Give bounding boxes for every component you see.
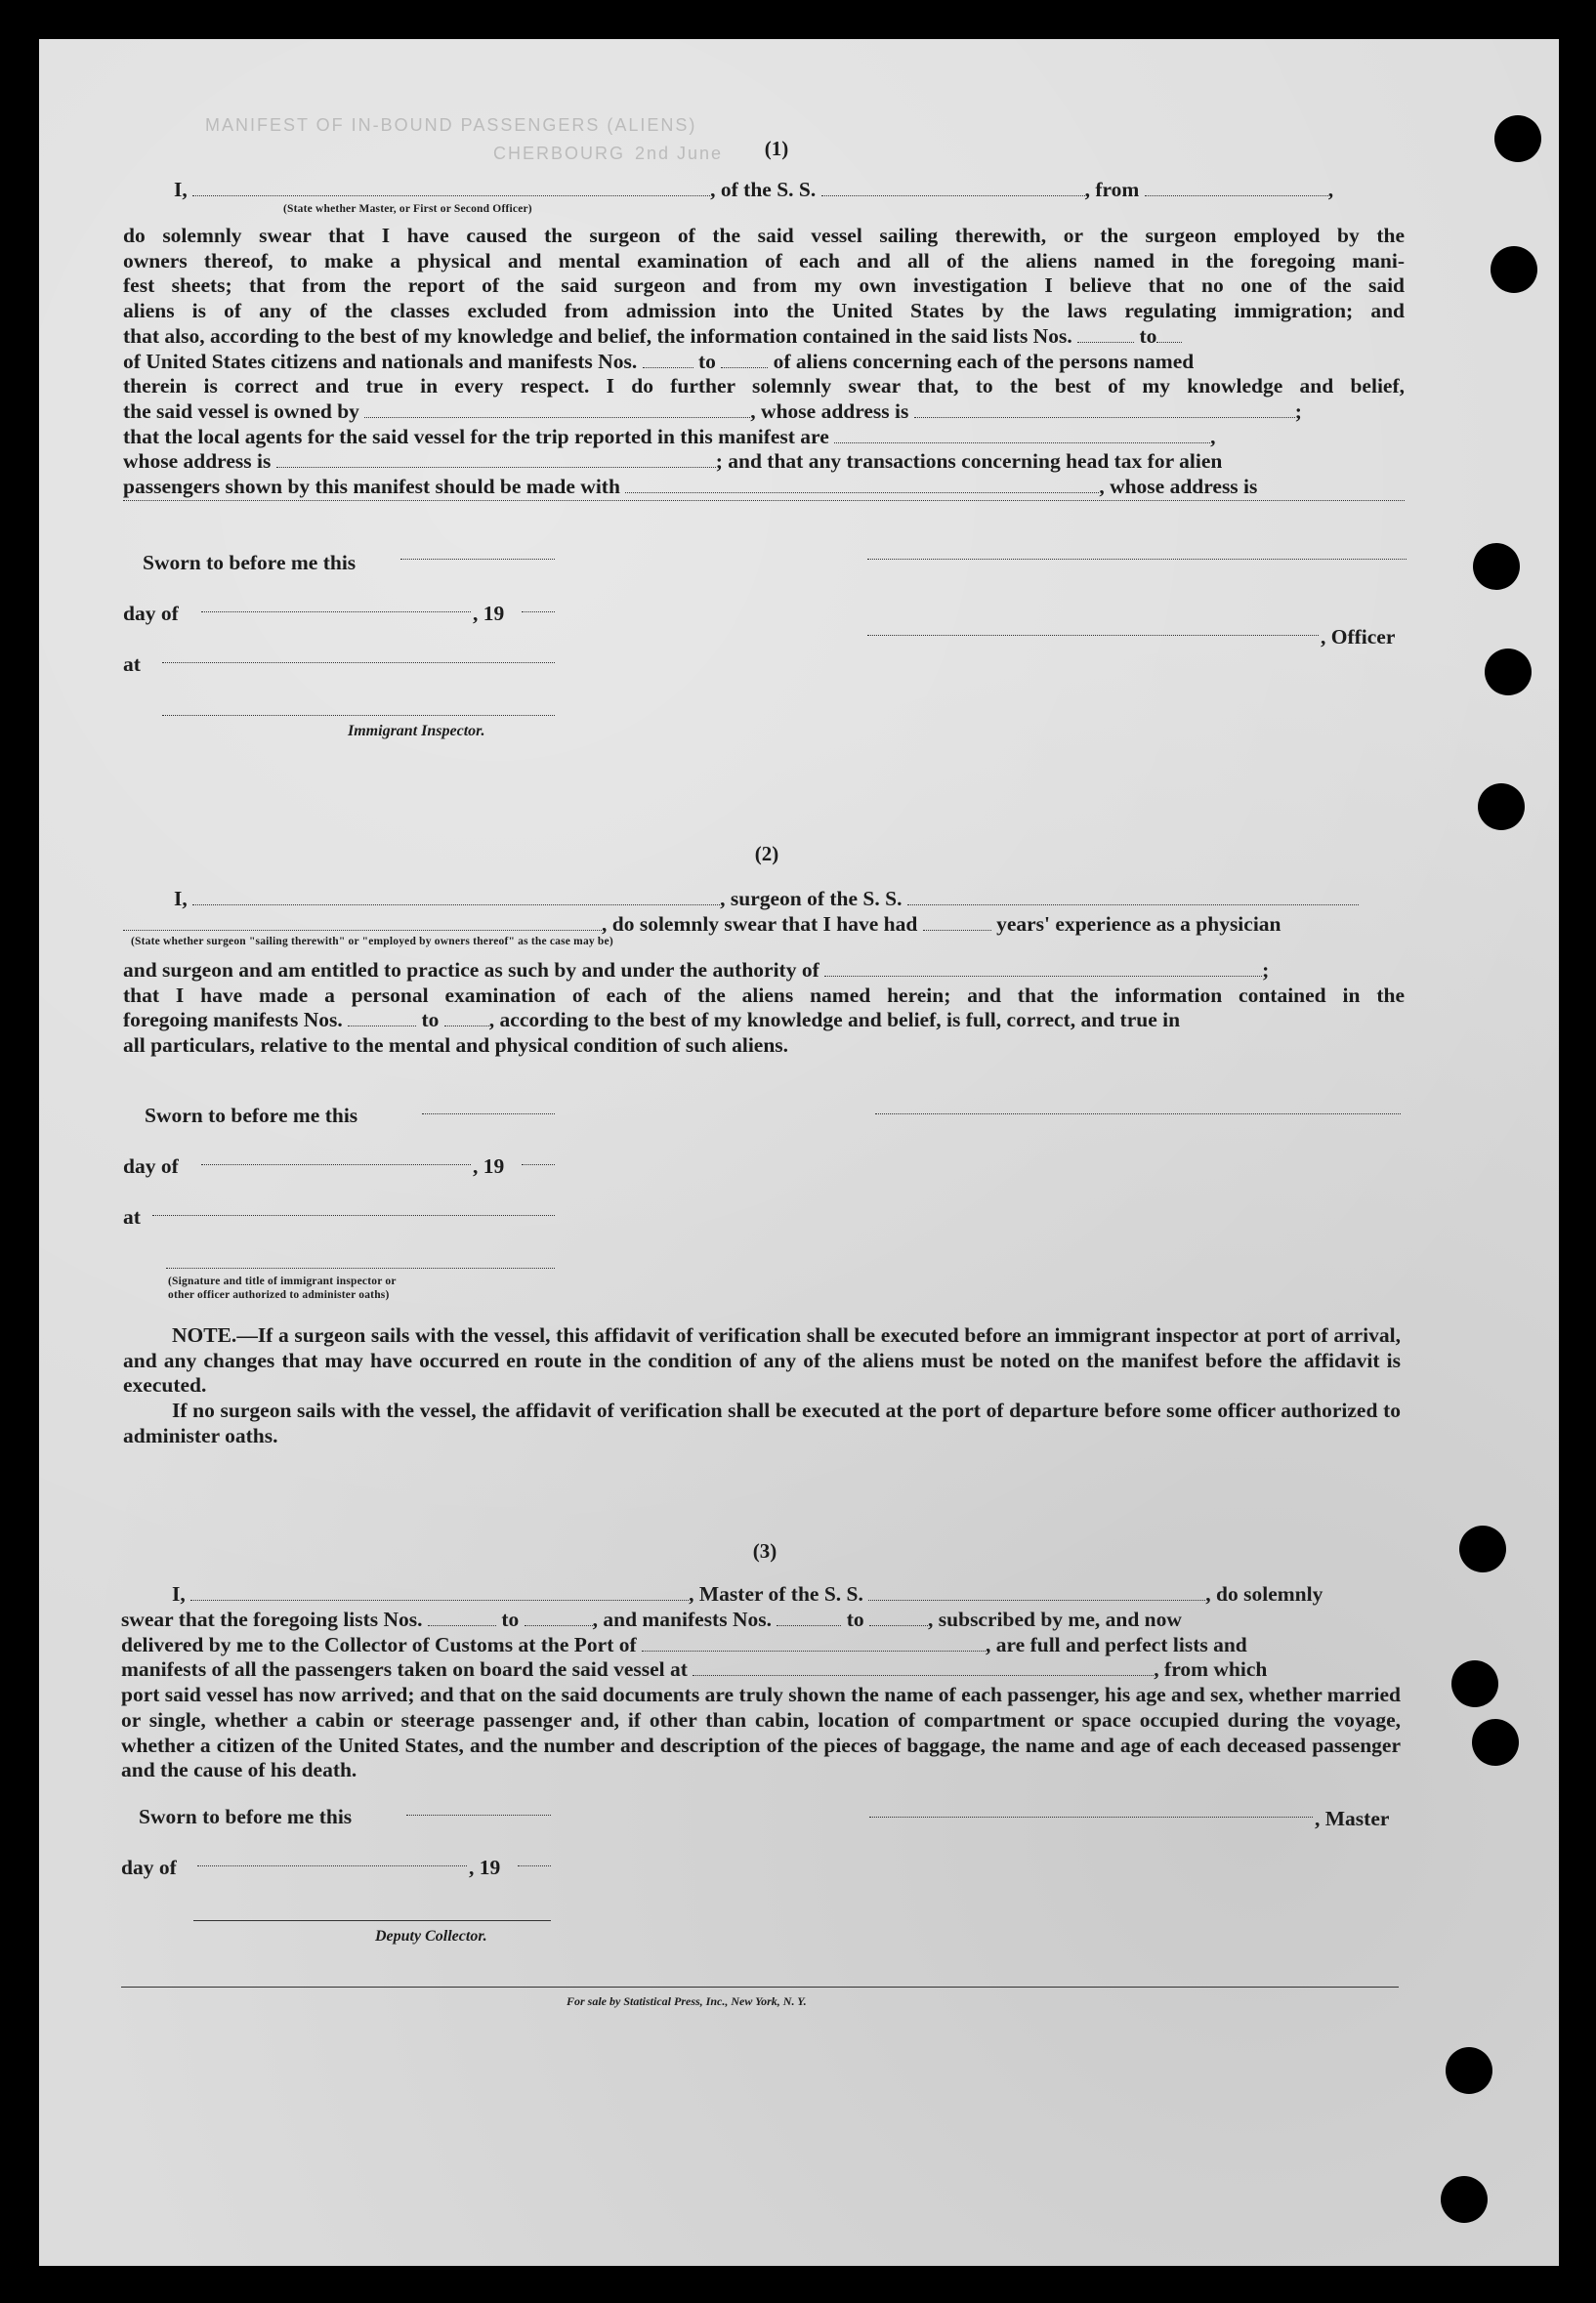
year-field[interactable] (522, 1164, 555, 1165)
signature-note-line-1: (Signature and title of immigrant inspector or (168, 1276, 397, 1287)
administering-officer-signature-field[interactable] (166, 1268, 555, 1269)
month-field[interactable] (201, 1164, 471, 1165)
faded-header-date: 2nd June (635, 144, 724, 163)
collector-text: delivered by me to the Collector of Customs at the Port of (121, 1632, 637, 1656)
note-text: —If a surgeon sails with the vessel, this affidavit of verification shall be executed before an immigrant inspector at port of arrival, and any changes that may have occurred en route in the condition of any of the aliens must be noted on the manifest before the affidavit is executed. (123, 1323, 1401, 1398)
punch-hole (1494, 115, 1541, 162)
owner-address-field[interactable] (914, 403, 1295, 418)
at-place-field[interactable] (162, 662, 555, 663)
perfect-lists-text: , are full and perfect lists and (986, 1632, 1247, 1656)
deputy-collector-label: Deputy Collector. (375, 1928, 487, 1945)
section-3-body (121, 1608, 1401, 1783)
embarkation-port-field[interactable] (693, 1661, 1154, 1676)
years-field[interactable] (923, 916, 991, 931)
month-field[interactable] (197, 1865, 467, 1866)
year-prefix: , 19 (469, 1856, 501, 1879)
master-name-field[interactable] (190, 1586, 689, 1601)
sworn-label: Sworn to before me this (143, 551, 357, 574)
section-2-line-1 (174, 887, 1407, 912)
of-ss-label: , of the S. S. (710, 178, 817, 201)
body-line (121, 1657, 1401, 1683)
faded-header-port: CHERBOURG (493, 144, 626, 163)
punch-hole (1472, 1719, 1519, 1766)
body-line: do solemnly swear that I have caused the surgeon of the said vessel sailing therewith, or the surgeon employed by the (123, 224, 1405, 247)
immigrant-inspector-label: Immigrant Inspector. (348, 723, 485, 739)
vessel-name-field[interactable] (821, 182, 1085, 196)
punch-hole (1485, 649, 1532, 695)
body-line (123, 350, 1405, 375)
faded-header-title: MANIFEST OF IN-BOUND PASSENGERS (ALIENS) (205, 115, 697, 135)
do-solemnly-text: , do solemnly (1205, 1582, 1323, 1606)
at-place-field[interactable] (152, 1215, 555, 1216)
surgeon-signature-field[interactable] (875, 1113, 1401, 1114)
punch-hole (1473, 543, 1520, 590)
to-label: to (1139, 323, 1157, 348)
manifests-to-field[interactable] (444, 1012, 489, 1026)
punch-hole (1491, 246, 1537, 293)
master-vessel-field[interactable] (868, 1586, 1205, 1601)
from-label: , from (1084, 178, 1140, 201)
note-paragraph (123, 1323, 1401, 1449)
lists-from-field[interactable] (428, 1612, 496, 1626)
taken-on-board-text: manifests of all the passengers taken on board the said vessel at (121, 1657, 688, 1682)
oath-i: I, (174, 178, 188, 201)
signature-note-line-2: other officer authorized to administer oaths) (168, 1289, 390, 1301)
note-block: If no surgeon sails with the vessel, the affidavit of verification shall be executed at the port of departure before some officer authorized to administer oaths. (123, 1399, 1401, 1447)
body-line (123, 475, 1405, 500)
surgeon-name-field[interactable] (192, 891, 720, 905)
oath-i: I, (174, 887, 188, 910)
punch-hole (1441, 2176, 1488, 2223)
to-label: to (421, 1008, 440, 1032)
officer-label: , Officer (1321, 625, 1396, 649)
surgeon-status-field[interactable] (123, 916, 602, 931)
surgeon-status-note: (State whether surgeon "sailing therewith" or "employed by owners thereof" as the case may be) (131, 936, 613, 947)
head-tax-party-text: passengers shown by this manifest should be made with (123, 475, 620, 499)
section-1-opening-line: I, , of the S. S. , from , (174, 178, 1334, 201)
oath-i: I, (172, 1582, 186, 1606)
head-tax-text: ; and that any transactions concerning head tax for alien (715, 449, 1223, 474)
year-prefix: , 19 (473, 602, 505, 625)
section-1-number: (1) (764, 137, 789, 160)
section-3-number: (3) (752, 1539, 777, 1563)
sworn-date-field[interactable] (400, 559, 555, 560)
punch-hole (1451, 1660, 1498, 1707)
body-line: and surgeon and am entitled to practice as such by and under the authority of ; (123, 958, 1270, 982)
body-line: therein is correct and true in every respect. I do further solemnly swear that, to the best of my knowledge and belief, (123, 374, 1405, 398)
head-tax-address-field[interactable] (123, 500, 1405, 501)
master-signature-field[interactable] (869, 1817, 1313, 1818)
day-of-label: day of (123, 1154, 179, 1178)
arrival-port-field[interactable] (642, 1637, 986, 1652)
body-line: fest sheets; that from the report of the said surgeon and from my own investigation I believe that no one of the said (123, 273, 1405, 298)
manifests-from-field[interactable] (643, 354, 693, 368)
officer-rank-note: (State whether Master, or First or Second Officer) (283, 203, 532, 215)
body-line: all particulars, relative to the mental and physical condition of such aliens. (123, 1033, 789, 1058)
punch-hole (1478, 783, 1525, 830)
years-text: years' experience as a physician (996, 912, 1281, 936)
manifests-text: foregoing manifests Nos. (123, 1008, 343, 1032)
day-of-label: day of (123, 602, 179, 625)
local-agents-field[interactable] (834, 429, 1210, 443)
according-text: , according to the best of my knowledge and belief, is full, correct, and true in (488, 1008, 1181, 1032)
deputy-collector-signature-field[interactable] (193, 1920, 551, 1921)
lists-from-field[interactable] (1077, 328, 1134, 343)
printer-credit: For sale by Statistical Press, Inc., New York, N. Y. (567, 1994, 807, 2008)
lists-to-field[interactable] (1156, 328, 1182, 343)
body-paragraph: port said vessel has now arrived; and that on the said documents are truly shown the name of each passenger, his age and sex, whether married or single, whether a cabin or steerage passenger and, if other than cabin, location of compartment or space occupied during the voyage, whether a citizen of the United States, and the number and description of the pieces of baggage, the name and age of each deceased passenger and the cause of his death. (121, 1683, 1401, 1782)
at-label: at (123, 1205, 141, 1229)
officer-title-field[interactable] (867, 635, 1319, 636)
authority-field[interactable] (824, 962, 1262, 977)
head-tax-party-field[interactable] (625, 479, 1099, 493)
agent-address-text: whose address is (123, 449, 272, 474)
agent-address-field[interactable] (276, 453, 716, 468)
day-of-label: day of (121, 1856, 177, 1879)
sworn-label: Sworn to before me this (145, 1104, 358, 1127)
year-field[interactable] (522, 611, 555, 612)
from-which-text: , from which (1154, 1657, 1268, 1682)
section-2-body (123, 958, 1405, 1059)
authority-text: and surgeon and am entitled to practice as such by and under the authority of (123, 958, 819, 982)
sworn-date-field[interactable] (422, 1113, 555, 1114)
footer-rule (121, 1987, 1399, 1988)
manifests-from-field[interactable] (348, 1012, 416, 1026)
at-label: at (123, 652, 141, 676)
section-2-line-2 (123, 912, 1407, 938)
lists-to-field[interactable] (525, 1612, 593, 1626)
swear-text: , do solemnly swear that I have had (602, 912, 918, 936)
punch-hole (1446, 2047, 1492, 2094)
whose-address-label: , whose address is (750, 398, 909, 423)
sworn-label: Sworn to before me this (139, 1805, 353, 1828)
owned-by-text: the said vessel is owned by (123, 398, 359, 423)
body-line (121, 1633, 1401, 1658)
body-line (123, 449, 1405, 475)
of-aliens-text: of aliens concerning each of the persons named (773, 349, 1195, 373)
manifests-text: , and manifests Nos. (592, 1608, 772, 1631)
lists-text: swear that the foregoing lists Nos. (121, 1608, 423, 1631)
local-agents-text: that the local agents for the said vessel for the trip reported in this manifest are (123, 424, 829, 448)
lists-nos-text: that also, according to the best of my knowledge and belief, the information contained in the said lists Nos. (123, 323, 1072, 348)
manifests-to-field[interactable] (721, 354, 768, 368)
section-3-line-1 (172, 1582, 1401, 1608)
body-line (123, 324, 1405, 350)
month-field[interactable] (201, 611, 471, 612)
punch-hole (1459, 1526, 1506, 1572)
body-line: that the local agents for the said vessel for the trip reported in this manifest are , (123, 424, 1216, 448)
to-label: to (501, 1608, 520, 1631)
owner-field[interactable] (364, 403, 750, 418)
master-label: , Master (1315, 1807, 1390, 1830)
departure-port-field[interactable] (1145, 182, 1328, 196)
body-line: the said vessel is owned by , whose address is ; (123, 398, 1302, 423)
note-label: NOTE. (172, 1323, 237, 1347)
to-label: to (846, 1608, 864, 1631)
body-line: that I have made a personal examination of each of the aliens named herein; and that the information contained in the (123, 983, 1405, 1007)
officer-signature-field[interactable] (867, 559, 1407, 560)
body-line: owners thereof, to make a physical and mental examination of each and all of the aliens named in the foregoing mani- (123, 248, 1405, 272)
body-line (121, 1608, 1401, 1633)
year-prefix: , 19 (473, 1154, 505, 1178)
section-1-body (123, 224, 1405, 500)
section-2-number: (2) (754, 842, 779, 865)
master-of-label: , Master of the S. S. (689, 1582, 863, 1606)
subscribed-text: , subscribed by me, and now (928, 1608, 1182, 1631)
note-block (123, 1323, 1401, 1399)
surgeon-of-label: , surgeon of the S. S. (720, 887, 903, 910)
body-line: aliens is of any of the classes excluded from admission into the United States by the laws regulating immigration; and (123, 299, 1405, 323)
manifests-to-field[interactable] (869, 1612, 928, 1626)
whose-address-label: , whose address is (1099, 475, 1258, 499)
inspector-signature-field[interactable] (162, 715, 555, 716)
sworn-date-field[interactable] (406, 1815, 551, 1816)
surgeon-vessel-field[interactable] (907, 891, 1359, 905)
manifests-from-field[interactable] (777, 1612, 841, 1626)
officer-name-field[interactable] (192, 182, 710, 196)
to-label: to (697, 349, 716, 373)
year-field[interactable] (518, 1865, 551, 1866)
manifests-nos-text: of United States citizens and nationals and manifests Nos. (123, 349, 638, 373)
body-line (123, 1008, 1405, 1033)
